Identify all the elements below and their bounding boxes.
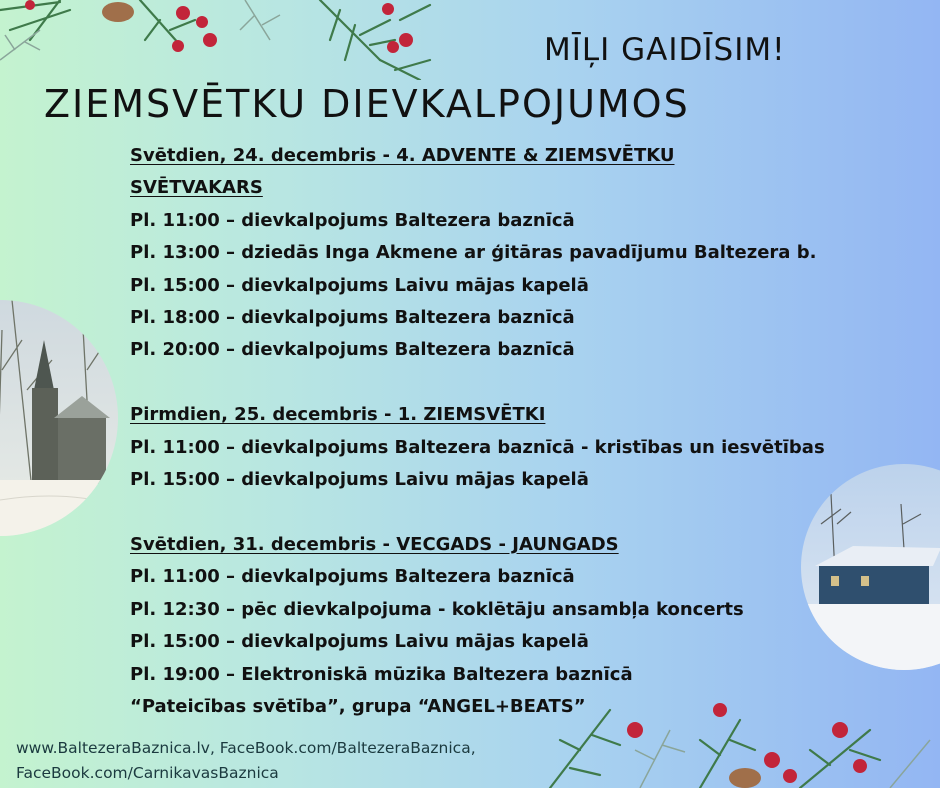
schedule-heading: Svētdien, 31. decembris - VECGADS - JAUNGADS [130,534,619,556]
event-line: Pl. 19:00 – Elektroniskā mūzika Baltezera baznīcā [130,663,633,685]
block-spacer [130,497,920,530]
event-line: Pl. 15:00 – dievkalpojums Laivu mājas kapelā [130,631,589,653]
footer-link-line[interactable]: FaceBook.com/CarnikavasBaznica [16,764,279,782]
schedule-block [130,529,920,723]
page-title: ZIEMSVĒTKU DIEVKALPOJUMOS [44,82,690,126]
greeting-text: MĪĻI GAIDĪSIM! [544,32,786,68]
church-photo [0,300,118,536]
footer-links [16,736,576,786]
event-line: Pl. 12:30 – pēc dievkalpojuma - koklētāju ansambļa koncerts [130,598,744,620]
schedule-heading: Svētdien, 24. decembris - 4. ADVENTE & ZIEMSVĒTKU [130,145,675,166]
schedule-heading: SVĒTVAKARS [130,177,263,199]
event-line: Pl. 11:00 – dievkalpojums Baltezera baznīcā - kristības un iesvētības [130,436,825,458]
footer-link-line[interactable]: www.BaltezeraBaznica.lv, FaceBook.com/BaltezeraBaznica, [16,739,476,757]
schedule-heading: Pirmdien, 25. decembris - 1. ZIEMSVĒTKI [130,404,546,426]
event-line: Pl. 11:00 – dievkalpojums Baltezera baznīcā [130,209,575,231]
event-line: Pl. 11:00 – dievkalpojums Baltezera baznīcā [130,566,575,588]
schedule-block [130,399,920,496]
event-line: Pl. 13:00 – dziedās Inga Akmene ar ģitāras pavadījumu Baltezera b. [130,242,817,264]
schedule-block [130,140,920,367]
schedule [130,140,920,724]
pine-branch-top-icon [0,0,440,80]
event-line: Pl. 15:00 – dievkalpojums Laivu mājas kapelā [130,469,589,491]
event-line: Pl. 20:00 – dievkalpojums Baltezera baznīcā [130,339,575,361]
event-line: “Pateicības svētība”, grupa “ANGEL+BEATS” [130,696,586,718]
event-line: Pl. 15:00 – dievkalpojums Laivu mājas kapelā [130,274,589,296]
event-line: Pl. 18:00 – dievkalpojums Baltezera baznīcā [130,307,575,329]
block-spacer [130,367,920,400]
